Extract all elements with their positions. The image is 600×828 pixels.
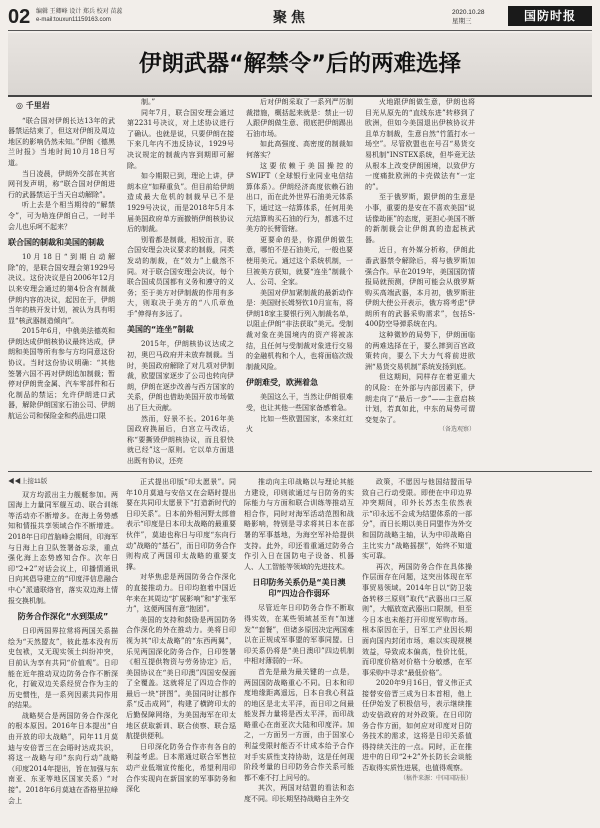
paragraph: 更要命的是，你跟伊朗做生意，哪怕不是石油美元，一般也要使用美元。通过这个系统机制，一旦被美方获知，就要“连坐”制裁个人、公司、全家。 — [246, 235, 353, 287]
section-divider — [8, 471, 592, 472]
paragraph: 2020年9月16日，菅义伟正式接替安倍晋三成为日本首相，他上任伊始发了积极信号，表示继续推动安倍政府的对外政策。在日印防务合作方面，如何应对印度对日防务技术的需求，这将是日印关系值得持续关注的一点。同时，正在推进中的日印“2+2”外长防长会谈能否取得实质性进展，也值得观察。 — [362, 679, 472, 773]
paragraph: 同年7月，联合国安理会通过第2231号决议，对上述协议进行了确认。也就是说，只要伊朗在接下来几年内不违反协议，1929号决议规定的制裁内容到期即可解除。 — [127, 108, 234, 170]
paragraph: 2015年，伊朗核协议达成之初，奥巴马政府并未放弃制裁。当时，美国政府解除了对几项对伊制裁，欧盟国家逐步了公司也转向伊朗，伊朗在逐步改善与西方国家的关系，伊朗也借助美国开放市场做出了巨大贡献。 — [127, 340, 234, 413]
paragraph: 正式提出印版“印太愿景”。同年10月莫迪与安倍又在会晤时提出要在共同印太愿景下“打造新时代的日印关系”。日本前外相河野太郎曾表示“印度是日本印太战略的最重要伙伴”，莫迪也称日与印度“东向行动”战略的“基石”，而日印防务合作则构成了两国印太战略的重要支撑。 — [126, 478, 236, 571]
paragraph: 比如一些欧盟国家，本来红红火 — [246, 414, 353, 434]
issue-date: 2020.10.28 星期三 — [452, 9, 485, 25]
paragraph: 近日，有外媒分析称，伊朗此番武器禁令解除后，将与俄罗斯加强合作。早在2019年，美国国防情报局就预测，伊朗可能会从俄罗斯购买高端武器，本月初，俄罗斯驻伊朗大使公开表示，俄方将考虑“伊朗所有的武器采购需求”，包括S-400防空导弹系统在内。 — [365, 246, 475, 329]
lower-article — [8, 477, 592, 823]
page-number: 02 — [8, 6, 31, 28]
paragraph: 双方均派出主力舰艇参加。两国海上力量同军舰互动、联合训练等活动亦不断增多。在海上务势感知和情报共享领域合作不断增进。2018年日印首脑峰会期间，印海军与日海上自卫队签署备忘录，重点强化海上态势感知合作。次年日印“2+2”对话会议上，印播情通讯日向其倡导建立的“印度洋信息融合中心”派遣联络官，落实双边海上情报交换机制。 — [8, 490, 118, 605]
continued-from: ◀◀上接11版 — [8, 478, 48, 485]
paragraph: 尽管近年日印防务合作不断取得实效，在某些领域甚至有“加速发”“套餐”，但诸多原因决定两国难以在正规成军事盟的军事同盟。日印关系仍将是“美日澳印”四边机制中相对薄弱的一环。 — [244, 604, 354, 666]
paragraph: 听上去是个相当期待的“解禁令”，可为啥连伊朗自己，一时半会儿也乐呵不起来？ — [8, 201, 115, 231]
source-note: （备选观察） — [438, 426, 475, 434]
subheading: 防务合作深化“水到渠成” — [17, 612, 109, 622]
lower-column-1 — [8, 477, 118, 823]
page-header — [8, 6, 592, 31]
subheading: 日印防务关系仍是“美日澳印”四边合作弱环 — [252, 578, 346, 599]
lower-column-4 — [362, 477, 472, 823]
upper-column-3 — [246, 97, 353, 469]
paragraph: 制。” — [141, 98, 156, 106]
newspaper-logo: 国防时报 — [508, 6, 592, 26]
paragraph: 如今期限已到，理论上讲，伊朗本应“如释重负”。但目前给伊朗造成最大危机的制裁早已不是1929号决议，而是2018年5月本届美国政府单方面撤销伊朗核协议后的制裁。 — [127, 172, 234, 234]
subheading: 联合国的制裁和美国的制裁 — [8, 238, 104, 248]
lower-column-3 — [244, 477, 354, 823]
staff-credits: 编辑 王卿峰 设计 郑兵 校对 苗蕊 e-mail:touxun11159163.com — [36, 9, 123, 23]
paragraph: 这种微妙的局势下，伊朗面临的两难选择在于，要么摔到百宫政策转向，要么下大力气将前进欧洲“易货交易机制”系统发扬到底。 — [365, 331, 475, 371]
paragraph: 10月18日“到期自动解除”的，是联合国安理会第1929号决议。这份决议是自2006年12月以来安理会通过的第4份含有制裁伊朗内容的决议，起因在于，伊朗当年的核开发计划，被认为具有明显“核武器制造倾向”。 — [8, 253, 115, 325]
source-note: （稿件来源：中国国防报） — [399, 774, 472, 782]
subheading: 美国的“连坐”制裁 — [127, 325, 194, 335]
paragraph: 这要依赖于美国操控的SWIFT（全球银行业同业电信结算体系）。伊朗经济高度依赖石油出口，而在此外世界石油美元体系下，通过这一结算体系，任何用美元结算购买石油的行为，都逃不过美方的长臂管辖。 — [246, 161, 353, 234]
paragraph: 当日凌晨，伊朗外交部在其官网刊发声明，称“联合国对伊朗进行的武器禁运于当天自动解除”。 — [8, 169, 115, 199]
paragraph: 至于俄罗斯，跟伊朗的生意是小事，重要的是安在不喜欢美国“说话像劫匪”的态度，更担心美国不断的新制裁会让伊朗真的造起核武器。 — [365, 193, 475, 244]
subheading: 伊朗难受，欧洲着急 — [246, 378, 318, 388]
upper-column-4 — [365, 97, 475, 469]
paragraph: 首先是最为最关键的一点是，两国国防战略重心不同。日本和印度地缘距离遥远，日本自我心利益的地区是北太平洋，而日印之间最能发挥力量将是西太平洋，而印战略重心在南亚次大陆和印度洋。加之，一方面另一方面，由于国家心利益受限时能否不计成本给予合作对手实质性支持协助，这是任何现阶段考量的日印防务合作关系可能都不难不打上问号的。 — [244, 667, 354, 782]
paragraph: 美国对伊加紧制裁的最新动作是：美国财长姆努钦10月宣布，将伊朗18家主要银行列入制裁名单，以阻止伊朗“非法获取”美元。受制裁对象在美国境内的资产将被冻结，且任何与受制裁对象进行交易的金融机构和个人，也将面临次级制裁风险。 — [246, 288, 353, 371]
paragraph: 再次，两国防务合作在具体操作层面存在问题，这突出体现在军事贸易领域。2014年日以“防卫装备转移三原则”取代“武器出口三原则”，大幅放宽武器出口限制，但至今日本也未能打开印度军购市场。根本原因在于，日军工产业因长期面向国内封闭市场，难以实现规模效益，导致成本偏高，性价比低，而印度价格对价格十分敏感，在军事采购中寻求“最低价格”。 — [362, 562, 472, 677]
article-headline: 伊朗武器“解禁令”后的两难选择 — [8, 33, 592, 97]
paragraph: 对华焦虑是两国防务合作深化的直接推动力。日印均抱着中国近年来在其周边“扩展影响”和“扩张军力”，这便两国有意“抱团”。 — [126, 573, 236, 614]
upper-column-2 — [127, 97, 234, 469]
paragraph: 日印深化防务合作亦有各自的利益考虑。日本需通过联合军售拉动产业低端宣传能化，希望利用印合作实现向在新国家的军事防务和深化 — [126, 742, 236, 794]
paragraph: 其次，两国对结盟的看法和态度不同。印长期坚持战略自主外交 — [244, 784, 354, 804]
lower-column-2 — [126, 477, 236, 823]
paragraph: 美国的支持和鼓励是两国防务合作深化的外在推动力。美将日印视为其“印太战略”的“东西两翼”，乐见两国深化防务合作，日印签署《相互提供物资与劳务协定》后，美国协议在“美日印澳”四国安保面了全覆盖。这就将足了四边合作的最后一块“拼图”。美国同时让都作系“反击成网”，构建了横跨印太的后勤保障网络，为美国海军在印太地区获取新训、联合侦察、联合巡航提供便利。 — [126, 615, 236, 741]
upper-article — [8, 97, 592, 469]
paragraph: 如此高强度、高密度的制裁如何落实？ — [246, 140, 353, 159]
paragraph: 但这期间，同样存在着更重大的风险：在外部与内部因素下，伊朗走向了“最后一步”——主意启核计划，若真如此，中东的局势可谓变复杂了。 — [365, 373, 475, 424]
paragraph: “联合国对伊朗长达13年的武器禁运结束了，但这对伊朗及周边地区的影响仍然未知。”伊朗《德黑兰时报》当地时间10月18日写道。 — [8, 116, 115, 167]
paragraph: 美国这么干，当然让伊朗很难受，也让其他一些国家备感着急。 — [246, 393, 353, 413]
paragraph: 然而，好景不长。2016年美国政府换届后，白宫立马改话，称“要撕毁伊朗核协议，而且很快就已经”这一原则。它以单方面退出既有协议，还亮 — [127, 414, 234, 465]
section-title: 聚焦 — [273, 10, 309, 26]
paragraph: 别看都是制裁，相较而言，联合国安理会决议要求的制裁，同类发动的制裁，在“效力”上截然不同。对于联合国安理会决议，每个联合国成员国都有义务和遵守的义务；至于美方对伊制裁的作用有多大，则取决于美方的“八爪章鱼手”伸得有多远了。 — [127, 235, 234, 318]
paragraph: 火地跟伊朗做生意，伊朗也将目光从原先的“直线东进”转移到了欧洲，但如今美国退出伊核协议并且单方制裁，生意自然“竹篮打水一场空”。尽管欧盟也在号召“易货交易机制”INSTEX系统，但毕竟无法从根本上改变伊朗困境，以致伊方一度痛批欧洲的卡壳做法有“一定的”。 — [365, 98, 475, 191]
byline: ◎ 千里岩 — [16, 101, 50, 110]
paragraph: 战略契合是两国防务合作深化的根本原因。2016年日本提出“自由开放的印太战略”，同年11月莫迪与安倍晋三在会晤时达成共识，将这一战略与印“东向行动”战略（印度2014年提出，旨在加强与东南亚、东亚等地区国家关系）“对接”。2018年6月莫迪在香格里拉峰会上 — [8, 711, 118, 805]
paragraph: 政策，不愿因与他国结盟而导致自己行动受限。即使在中印边界冲突期间，印外长苏杰生依然表示“印永远不会成为结盟体系的一部分”，而日长期以美日同盟作为外交和国防战略主轴，认为中印战略自主比实力“战略摇摆”，始终不知道实可靠。 — [362, 478, 472, 561]
paragraph: 2015年6月，中俄美法德英和伊朗达成伊朗核协议最终达成，伊朗和美国等所有参与方均同意这份协议。当时这份协议明确：“其他签署六国不再对伊朗追加制裁；暂停对伊朗贵金属、汽车零部件和石化制品的禁运；允许伊朗进口武器，解除伊朗国家石油公司、伊朗航运公司和保险金和药品进口限 — [8, 327, 115, 421]
paragraph: 后对伊朗采取了一系列严厉制裁措施，概括起来就是：禁止一切人跟伊朗做生意、彻底把伊朗踢出石油市场。 — [246, 98, 353, 138]
upper-column-1 — [8, 97, 115, 469]
paragraph: 推动向主印战略以与理论其能力建设，印则欲通过与日防务的实际能力与方面和联合训练等推动互相合作，同时对海军活动范围和战略影响，特别是寻求将其日本在部署的军事基地，为海空军补给提供支持。此外，印还看重通过防务合作引入日在国防电子设备、机器人、人工智能等领域的先进技术。 — [244, 478, 354, 571]
paragraph: 日印两国界拉常将两国关系描绘为“天然盟友”，彼此基本没有历史包袱，又无现实领土纠纷冲突，目前认为享有共同“价值观”。日印能在近年推动双边防务合作不断深化，打破双边关系经贸合作为主的历史惯性，是一系列因素共同作用的结果。 — [8, 627, 118, 710]
